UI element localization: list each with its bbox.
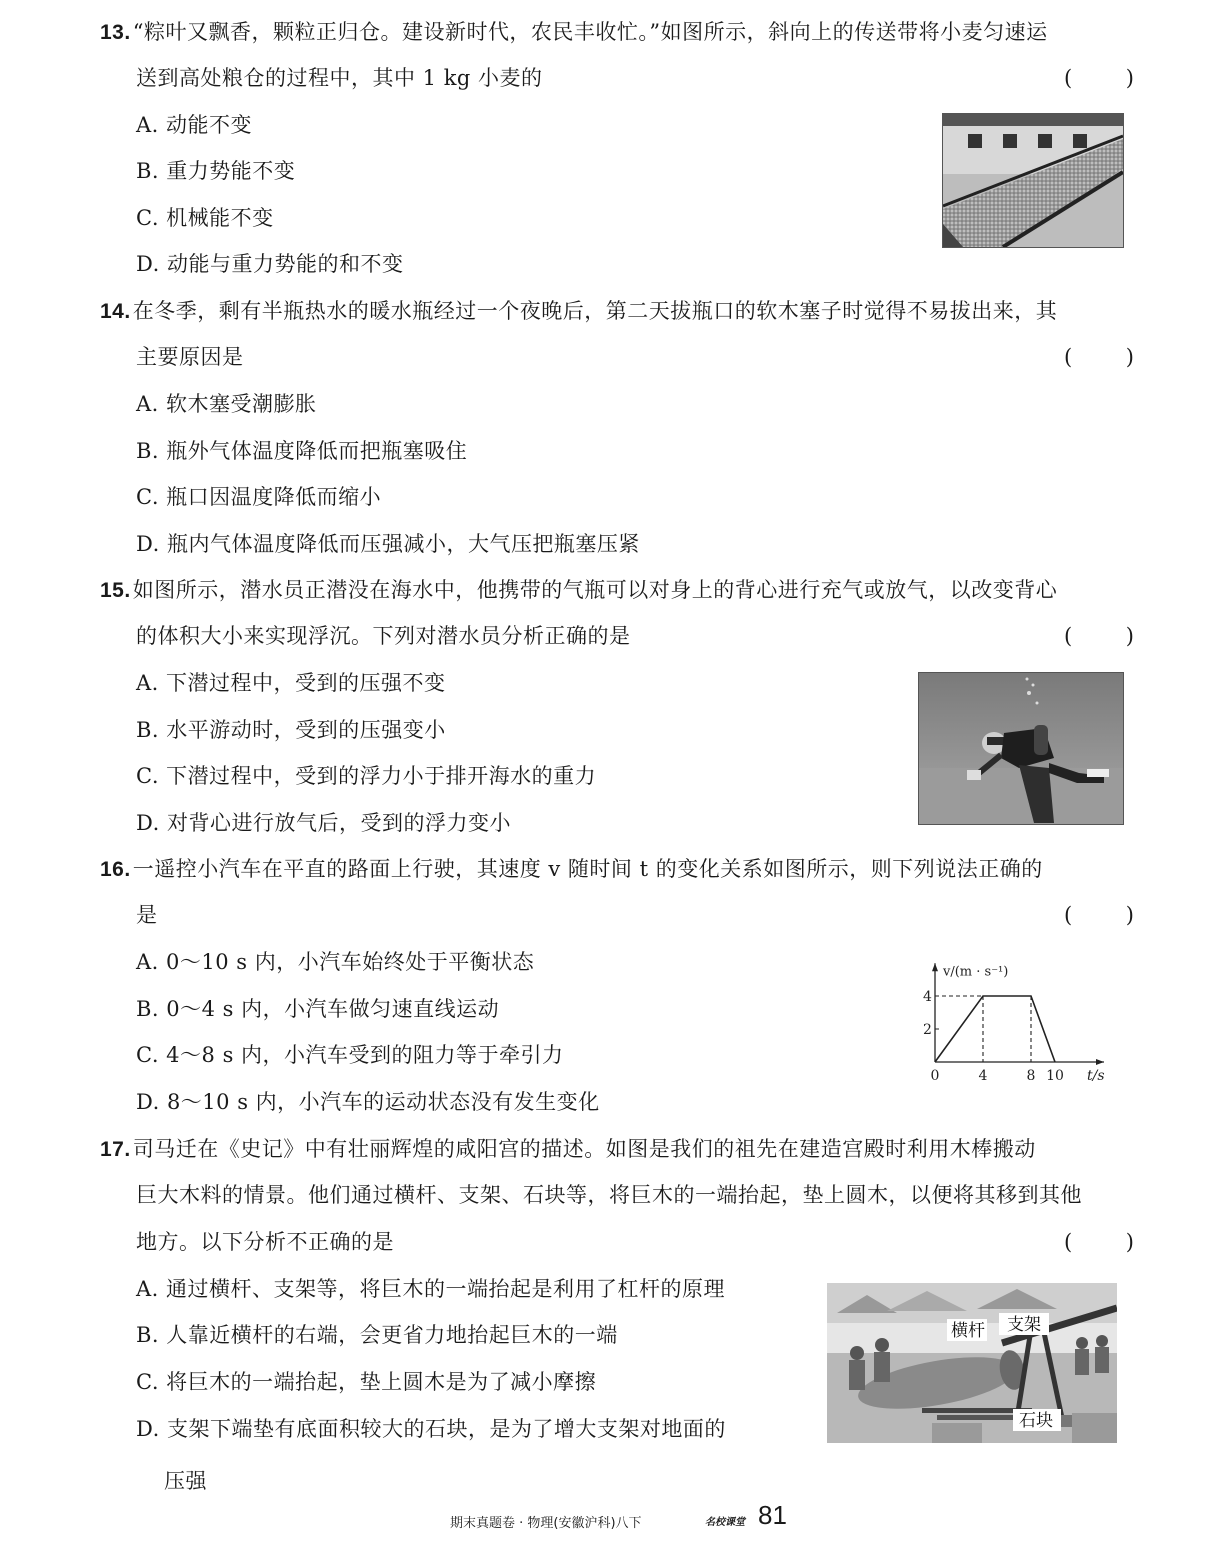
q15-stem-line1 xyxy=(100,575,1057,606)
page-number: 81 xyxy=(758,1500,787,1530)
q17-stem-line3: 地方。以下分析不正确的是 xyxy=(136,1230,394,1254)
q14-option-b: B. 瓶外气体温度降低而把瓶塞吸住 xyxy=(136,439,468,463)
q13-stem-line2: 送到高处粮仓的过程中，其中 1 kg 小麦的 xyxy=(136,66,543,90)
x-tick-label-0: 0 xyxy=(930,1068,940,1084)
velocity-series-line xyxy=(935,996,1055,1062)
q17-stem-line2: 巨大木料的情景。他们通过横杆、支架、石块等，将巨木的一端抬起，垫上圆木，以便将其移到其他 xyxy=(136,1183,1082,1207)
q13-text1: “粽叶又飘香，颗粒正归仓。建设新时代，农民丰收忙。”如图所示，斜向上的传送带将小麦匀速运 xyxy=(132,20,1048,44)
q17-option-c: C. 将巨木的一端抬起，垫上圆木是为了减小摩擦 xyxy=(136,1370,597,1394)
q17-option-a: A. 通过横杆、支架等，将巨木的一端抬起是利用了杠杆的原理 xyxy=(136,1277,726,1301)
q13-option-c: C. 机械能不变 xyxy=(136,206,274,230)
x-tick-label-8: 8 xyxy=(1026,1068,1036,1084)
q16-stem-line1 xyxy=(100,854,1043,885)
q13-option-b: B. 重力势能不变 xyxy=(136,159,296,183)
q17-number: 17. xyxy=(100,1138,131,1161)
q13-option-a: A. 动能不变 xyxy=(136,113,253,137)
q15-option-b: B. 水平游动时，受到的压强变小 xyxy=(136,718,446,742)
footer-brand-logo: 名校课堂 xyxy=(705,1517,745,1528)
q16-option-b: B. 0～4 s 内，小汽车做匀速直线运动 xyxy=(136,997,500,1021)
q16-number: 16. xyxy=(100,858,131,881)
q13-option-d: D. 动能与重力势能的和不变 xyxy=(136,252,404,276)
y-axis-arrow xyxy=(932,963,938,971)
footer-book-title: 期末真题卷 · 物理(安徽沪科)八下 xyxy=(450,1516,642,1531)
q15-option-d: D. 对背心进行放气后，受到的浮力变小 xyxy=(136,811,511,835)
q15-option-a: A. 下潜过程中，受到的压强不变 xyxy=(136,671,446,695)
q14-number: 14. xyxy=(100,300,131,323)
q17-option-d-continued: 压强 xyxy=(164,1469,207,1493)
q16-text1: 一遥控小汽车在平直的路面上行驶，其速度 v 随时间 t 的变化关系如图所示，则下列说法正确的 xyxy=(132,857,1043,881)
q14-stem-line1 xyxy=(100,296,1057,327)
q15-text1: 如图所示，潜水员正潜没在海水中，他携带的气瓶可以对身上的背心进行充气或放气，以改变背心 xyxy=(132,578,1058,602)
velocity-time-chart xyxy=(918,945,1138,1090)
q15-option-c: C. 下潜过程中，受到的浮力小于排开海水的重力 xyxy=(136,764,597,788)
y-tick-label-2: 2 xyxy=(923,1022,932,1038)
q15-stem-line2: 的体积大小来实现浮沉。下列对潜水员分析正确的是 xyxy=(136,624,631,648)
y-tick-label-4: 4 xyxy=(923,989,932,1005)
q17-option-b: B. 人靠近横杆的右端，会更省力地抬起巨木的一端 xyxy=(136,1323,618,1347)
x-tick-label-10: 10 xyxy=(1046,1068,1064,1084)
q16-option-d: D. 8～10 s 内，小汽车的运动状态没有发生变化 xyxy=(136,1090,600,1114)
q17-text1: 司马迁在《史记》中有壮丽辉煌的咸阳宫的描述。如图是我们的祖先在建造宫殿时利用木棒搬动 xyxy=(132,1137,1036,1161)
x-tick-label-4: 4 xyxy=(978,1068,988,1084)
scuba-diver-photo xyxy=(918,672,1124,825)
chart-guide-lines xyxy=(935,996,1031,1062)
label-crossbar: 横杆 xyxy=(951,1321,985,1341)
q13-stem-line1 xyxy=(100,17,1048,48)
q13-number: 13. xyxy=(100,21,131,44)
q16-stem-line2: 是 xyxy=(136,903,158,927)
q16-option-a: A. 0～10 s 内，小汽车始终处于平衡状态 xyxy=(136,950,535,974)
q14-option-d: D. 瓶内气体温度降低而压强减小，大气压把瓶塞压紧 xyxy=(136,532,640,556)
chart-series xyxy=(935,996,1055,1062)
q14-option-a: A. 软木塞受潮膨胀 xyxy=(136,392,317,416)
q14-option-c: C. 瓶口因温度降低而缩小 xyxy=(136,485,382,509)
q16-option-c: C. 4～8 s 内，小汽车受到的阻力等于牵引力 xyxy=(136,1043,564,1067)
q17-stem-line1 xyxy=(100,1134,1036,1165)
x-axis-arrow xyxy=(1096,1059,1104,1065)
q15-number: 15. xyxy=(100,579,131,602)
q17-option-d: D. 支架下端垫有底面积较大的石块，是为了增大支架对地面的 xyxy=(136,1417,726,1441)
x-axis-title: t/s xyxy=(1087,1068,1105,1084)
label-stone: 石块 xyxy=(1019,1411,1053,1431)
chart-labels xyxy=(923,964,1105,1084)
conveyor-belt-photo xyxy=(942,113,1124,248)
label-support: 支架 xyxy=(1007,1315,1041,1335)
q14-text1: 在冬季，剩有半瓶热水的暖水瓶经过一个夜晚后，第二天拔瓶口的软木塞子时觉得不易拔出来，其 xyxy=(132,299,1058,323)
y-axis-title: v/(m · s⁻¹) xyxy=(943,964,1009,980)
lever-moving-timber-illustration xyxy=(827,1283,1117,1443)
q14-stem-line2: 主要原因是 xyxy=(136,345,244,369)
